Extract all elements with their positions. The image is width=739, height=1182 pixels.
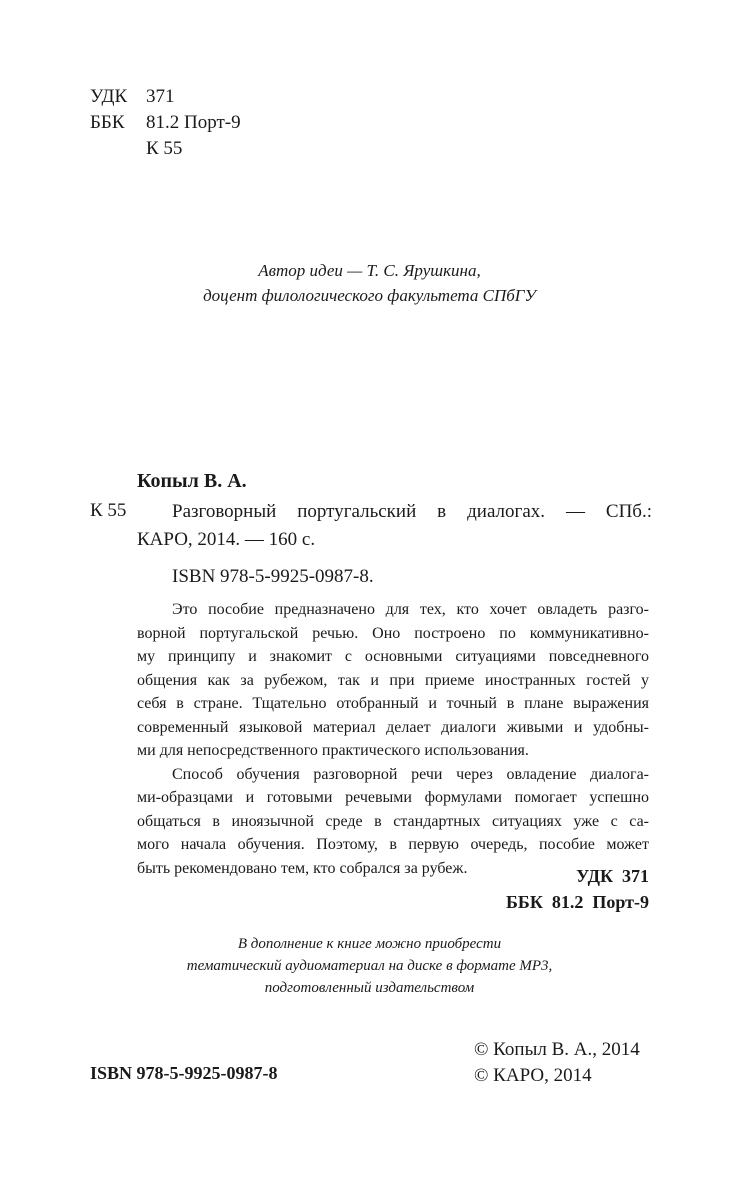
abstract-line: мого начала обучения. Поэтому, в первую очередь, пособие может <box>137 836 649 853</box>
bbk-value: 81.2 Порт-9 <box>146 112 241 133</box>
author-mark-row <box>90 136 241 162</box>
classification-codes-bottom <box>506 863 649 915</box>
bbk-label: ББК <box>90 112 125 133</box>
udk-bottom: УДК 371 <box>576 866 649 886</box>
record-isbn: ISBN 978-5-9925-0987-8. <box>172 566 374 587</box>
abstract-line: ми-образцами и готовыми речевыми формулами помогает успешно <box>137 789 649 806</box>
abstract-line: современный языковой материал делает диалоги живыми и удобны- <box>137 718 649 736</box>
classification-codes <box>90 84 241 162</box>
idea-line-2: доцент филологического факультета СПбГУ <box>203 286 536 305</box>
abstract-line: общения как за рубежом, так и при приеме иностранных гостей у <box>137 671 649 689</box>
note-line-2: тематический аудиоматериал на диске в формате MP3, <box>186 958 553 974</box>
audio-note <box>0 933 739 999</box>
copyright-author: © Копыл В. А., 2014 <box>474 1039 640 1060</box>
abstract-line: Это пособие предназначено для тех, кто хочет овладеть разго- <box>172 601 649 618</box>
copyright-block <box>474 1037 640 1089</box>
footer-isbn: ISBN 978-5-9925-0987-8 <box>90 1063 278 1083</box>
abstract-line: Способ обучения разговорной речи через овладение диалога- <box>172 765 649 783</box>
bbk-row <box>90 110 241 136</box>
record-code: К 55 <box>90 500 127 521</box>
udk-row <box>90 84 241 110</box>
abstract-line: быть рекомендовано тем, кто собрался за рубеж. <box>137 859 468 877</box>
abstract-line: общаться в иноязычной среде в стандартных ситуациях уже с са- <box>137 812 649 830</box>
idea-credit <box>0 258 739 308</box>
udk-value: 371 <box>146 86 175 107</box>
abstract <box>137 598 649 880</box>
bbk-bottom: ББК 81.2 Порт-9 <box>506 892 649 912</box>
author-mark: К 55 <box>146 138 183 159</box>
note-line-1: В дополнение к книге можно приобрести <box>237 936 502 952</box>
abstract-line: ворной португальской речью. Оно построено по коммуникативно- <box>137 624 649 642</box>
udk-label: УДК <box>90 86 128 107</box>
record-title-line-2: КАРО, 2014. — 160 с. <box>137 529 316 550</box>
record-title <box>137 498 652 554</box>
note-line-3: подготовленный издательством <box>264 980 475 996</box>
abstract-line: му принципу и знакомит с основными ситуациями повседневного <box>137 648 649 665</box>
record-title-line-1: Разговорный португальский в диалогах. — СПб.: <box>172 501 652 522</box>
copyright-publisher: © КАРО, 2014 <box>474 1065 592 1086</box>
abstract-line: себя в стране. Тщательно отобранный и точный в плане выражения <box>137 695 649 712</box>
idea-line-1: Автор идеи — Т. С. Ярушкина, <box>258 261 481 280</box>
abstract-paragraph-1 <box>137 598 649 763</box>
abstract-line: ми для непосредственного практического использования. <box>137 742 529 759</box>
record-author: Копыл В. А. <box>137 470 247 492</box>
